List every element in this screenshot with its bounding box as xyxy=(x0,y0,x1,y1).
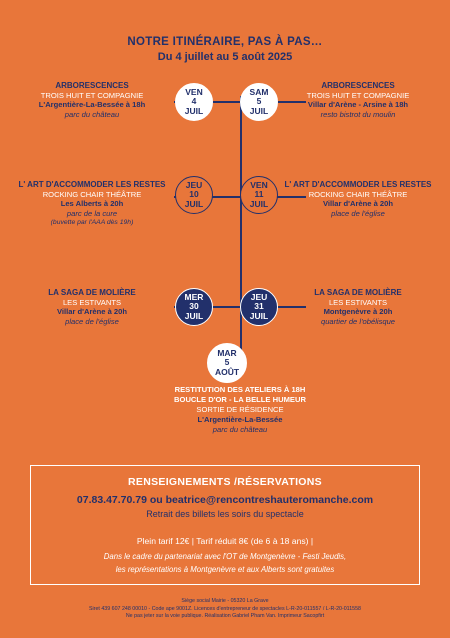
final-event-line: BOUCLE D'OR - LA BELLE HUMEUR xyxy=(174,395,306,404)
event-block xyxy=(278,81,438,119)
final-event-location: L'Argentière-La-Bessée xyxy=(197,415,283,424)
event-location: Villar d'Arène à 20h xyxy=(56,307,128,317)
contact-line[interactable]: 07.83.47.70.79 ou beatrice@rencontreshauteromanche.com xyxy=(76,494,374,506)
event-company: TROIS HUIT ET COMPAGNIE xyxy=(306,90,410,100)
reservations-heading: RENSEIGNEMENTS /RÉSERVATIONS xyxy=(128,476,322,488)
page-title: NOTRE ITINÉRAIRE, PAS À PAS… xyxy=(127,36,323,48)
timeline-vertical-line xyxy=(240,96,242,356)
event-block xyxy=(12,180,172,228)
event-block xyxy=(278,288,438,326)
event-company: LES ESTIVANTS xyxy=(328,297,388,307)
event-title: LA SAGA DE MOLIÈRE xyxy=(314,288,402,297)
event-company: LES ESTIVANTS xyxy=(62,297,122,307)
reservations-box xyxy=(30,465,420,585)
partnership-note: les représentations à Montgenèvre et aux Alberts sont gratuites xyxy=(115,565,335,574)
date-circle: VEN 11 JUIL xyxy=(240,176,278,214)
event-title: L' ART D'ACCOMMODER LES RESTES xyxy=(18,180,166,189)
event-title: ARBORESCENCES xyxy=(55,81,129,90)
event-location: Les Alberts à 20h xyxy=(60,199,124,209)
date-circle: SAM 5 JUIL xyxy=(240,83,278,121)
event-place: parc de la cure xyxy=(66,208,118,218)
date-circle: JEU 31 JUIL xyxy=(240,288,278,326)
date-circle: MER 30 JUIL xyxy=(175,288,213,326)
event-company: ROCKING CHAIR THÉÂTRE xyxy=(308,189,408,199)
date-circle-final: MAR 5 AOÛT xyxy=(207,343,247,383)
prices-line: Plein tarif 12€ | Tarif réduit 8€ (de 6 à 18 ans) | xyxy=(136,536,314,546)
footer-credits: Ne pas jeter sur la voie publique. Réalisation Gabriel Pham Van. Imprimeur Sacopfirt xyxy=(125,613,325,619)
event-note: (buvette par l'AAA dès 19h) xyxy=(50,219,134,227)
event-location: Villar d'Arène - Arsine à 18h xyxy=(307,100,409,110)
final-event-line: RESTITUTION DES ATELIERS À 18H xyxy=(174,385,306,394)
footer-address: Siège social Mairie - 05320 La Grave xyxy=(181,598,269,604)
date-circle: JEU 10 JUIL xyxy=(175,176,213,214)
event-place: place de l'église xyxy=(65,316,119,326)
footer-legal: Siret 439 607 248 00010 - Code ape 9001Z. Licences d'entrepreneur de spectacles L-R-20-011557 / L-R-20-011558 xyxy=(88,606,362,612)
event-company: ROCKING CHAIR THÉÂTRE xyxy=(42,189,142,199)
tickets-note: Retrait des billets les soirs du spectacle xyxy=(146,509,304,519)
date-circle: VEN 4 JUIL xyxy=(175,83,213,121)
final-event-line: SORTIE DE RÉSIDENCE xyxy=(196,405,284,414)
event-block xyxy=(12,288,172,326)
date-range: Du 4 juillet au 5 août 2025 xyxy=(157,51,293,63)
event-block xyxy=(278,180,438,218)
event-place: parc du château xyxy=(64,109,120,119)
event-place: place de l'église xyxy=(331,208,385,218)
event-title: LA SAGA DE MOLIÈRE xyxy=(48,288,136,297)
event-title: ARBORESCENCES xyxy=(321,81,395,90)
event-location: L'Argentière-La-Bessée à 18h xyxy=(38,100,146,110)
final-event-place: parc du château xyxy=(212,425,268,434)
event-company: TROIS HUIT ET COMPAGNIE xyxy=(40,90,144,100)
partnership-note: Dans le cadre du partenariat avec l'OT de Montgenèvre - Festi Jeudis, xyxy=(103,552,347,561)
event-title: L' ART D'ACCOMMODER LES RESTES xyxy=(284,180,432,189)
event-place: quartier de l'obélisque xyxy=(320,316,396,326)
event-location: Montgenèvre à 20h xyxy=(323,307,393,317)
event-location: Villar d'Arène à 20h xyxy=(322,199,394,209)
event-place: resto bistrot du moulin xyxy=(320,109,396,119)
event-block xyxy=(12,81,172,119)
final-event-block xyxy=(125,385,355,435)
